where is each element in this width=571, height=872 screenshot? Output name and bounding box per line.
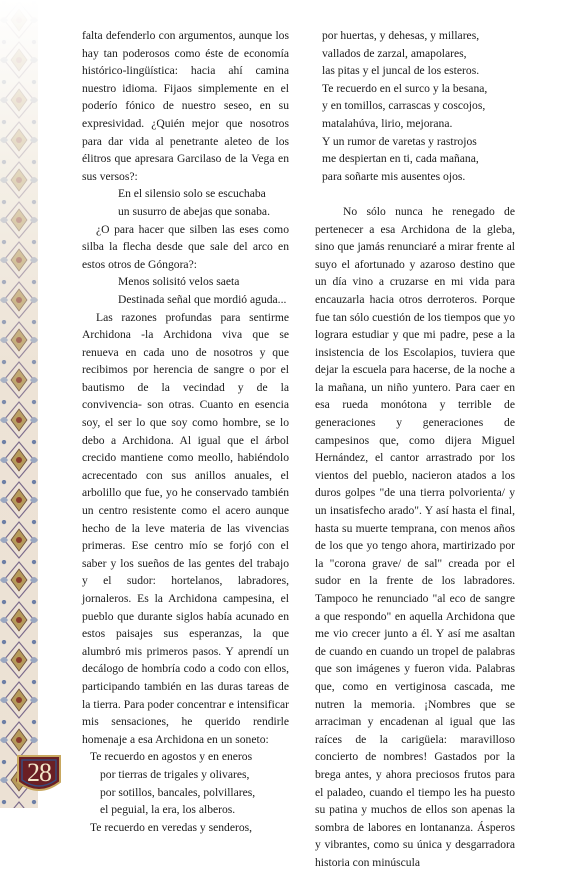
paragraph: falta defenderlo con argumentos, aunque los hay tan poderosos como éste de economía histórico-lingüística: hacia ahí camina nuestro idioma. Fijaos simplemente en el poderío fónico de nuestro seseo, en su expresividad. ¿Quién mejor que nosotros para dar vida al penetrante aleteo de los élitros que apresara Garcilaso de la Vega en sus versos?: — [82, 29, 289, 183]
verse-line: por tierras de trigales y olivares, — [100, 767, 250, 781]
paragraph: Las razones profundas para sentirme Archidona -la Archidona viva que se renueva en cada uno de nosotros y que recibimos por herencia de sangre o por el bautismo de la vecindad y de la convivencia- son otras. Cuanto en esencia soy, el ser lo que soy como hombre, se lo debo a Archidona. Al igual que el árbol crecido mantiene como meollo, habiéndolo acrecentado con sus anillos anuales, el arbolillo que fue, yo he conservado también un centro resistente como el acero aunque hecho de la leve materia de las vivencias primeras. Ese centro mío se forjó con el saber y los sueños de las gentes del trabajo y el sudor: hortelanos, labradores, jornaleros. Es la Archidona campesina, el pueblo que durante siglos había acunado en estos paisajes sus esperanzas, la que alumbró mis primeros pasos. Y aprendí un decálogo de hombría codo a codo con ellos, participando también en las duras tareas de la tierra. Para poder concentrar e intensificar mis sensaciones, he querido rendirle homenaje a esa Archidona en un soneto: — [82, 310, 289, 746]
left-column — [82, 27, 289, 836]
verse-line: Te recuerdo en agostos y en eneros — [90, 750, 253, 764]
verse-line: y en tomillos, carrascas y coscojos, — [322, 99, 486, 113]
page-number-badge — [14, 752, 64, 796]
verse-line: Destinada señal que mordió aguda... — [118, 292, 287, 306]
verse-line: Te recuerdo en veredas y senderos, — [90, 820, 253, 834]
page-number: 28 — [27, 758, 51, 787]
paragraph: ¿O para hacer que silben las eses como silba la flecha desde que sale del arco en estos otros de Góngora?: — [82, 222, 289, 271]
verse-line: el peguial, la era, los alberos. — [100, 803, 236, 817]
right-column — [315, 27, 515, 872]
decorative-border — [0, 0, 38, 808]
verse-line: Te recuerdo en el surco y la besana, — [322, 81, 488, 95]
verse-line: Menos solisitó velos saeta — [118, 275, 240, 289]
paragraph-gap — [315, 185, 515, 203]
verse-line: las pitas y el juncal de los esteros. — [322, 64, 480, 78]
verse-line: por sotillos, bancales, polvillares, — [100, 785, 256, 799]
verse-line: para soñarte mis ausentes ojos. — [322, 169, 466, 183]
verse-line: me despiertan en ti, cada mañana, — [322, 152, 479, 166]
verse-line: un susurro de abejas que sonaba. — [118, 204, 270, 218]
verse-line: Y un rumor de varetas y rastrojos — [322, 134, 477, 148]
verse-line: matalahúva, lirio, mejorana. — [322, 116, 453, 130]
verse-line: vallados de zarzal, amapolares, — [322, 46, 467, 60]
verse-line: En el silensio solo se escuchaba — [118, 187, 266, 201]
paragraph: No sólo nunca he renegado de pertenecer a esa Archidona de la gleba, sino que jamás renunciaré a mirar frente al suyo el afortunado y azaroso destino que un día vino a cruzarse en mi vida para encauzarla hacia otros derroteros. Porque fue tan sólo cuestión de los tiempos que yo lograra estudiar y que mi padre, pese a la insistencia de los Escolapios, tuviera que dejar la escuela para hacerse, de la noche a la mañana, un niño yuntero. Para caer en esa rueda monótona y terrible de generaciones y generaciones de campesinos que, como dijera Miguel Hernández, el cantor arrastrado por los vientos del pueblo, nacieron atados a los duros golpes "de una tierra polvorienta/ y un insatisfecho arado". Y así hasta el final, hasta su muerte temprana, con menos años de los que yo tengo ahora, martirizado por la "corona grave/ de sal" creada por el sudor en la frente de los labradores. Tampoco he renunciado "al eco de sangre a que respondo" en aquella Archidona que me vio crecer junto a él. Y así me asaltan de cuando en cuando un tropel de palabras que son imágenes y fueron vida. Palabras que, como en vertiginosa cascada, me nutren la memoria. ¡Nombres que se arraciman y encadenan al igual que las raíces de la carigüela: maravilloso concierto de nombres! Gastados por la brega antes, y ahora preciosos frutos para el paladeo, cuando el tiempo les ha puesto su patina y muchos de ellos son apenas la sombra de labores en lontananza. Ásperos y vibrantes, como su única y desgarradora historia con minúscula — [315, 204, 515, 869]
verse-line: por huertas, y dehesas, y millares, — [322, 29, 480, 42]
